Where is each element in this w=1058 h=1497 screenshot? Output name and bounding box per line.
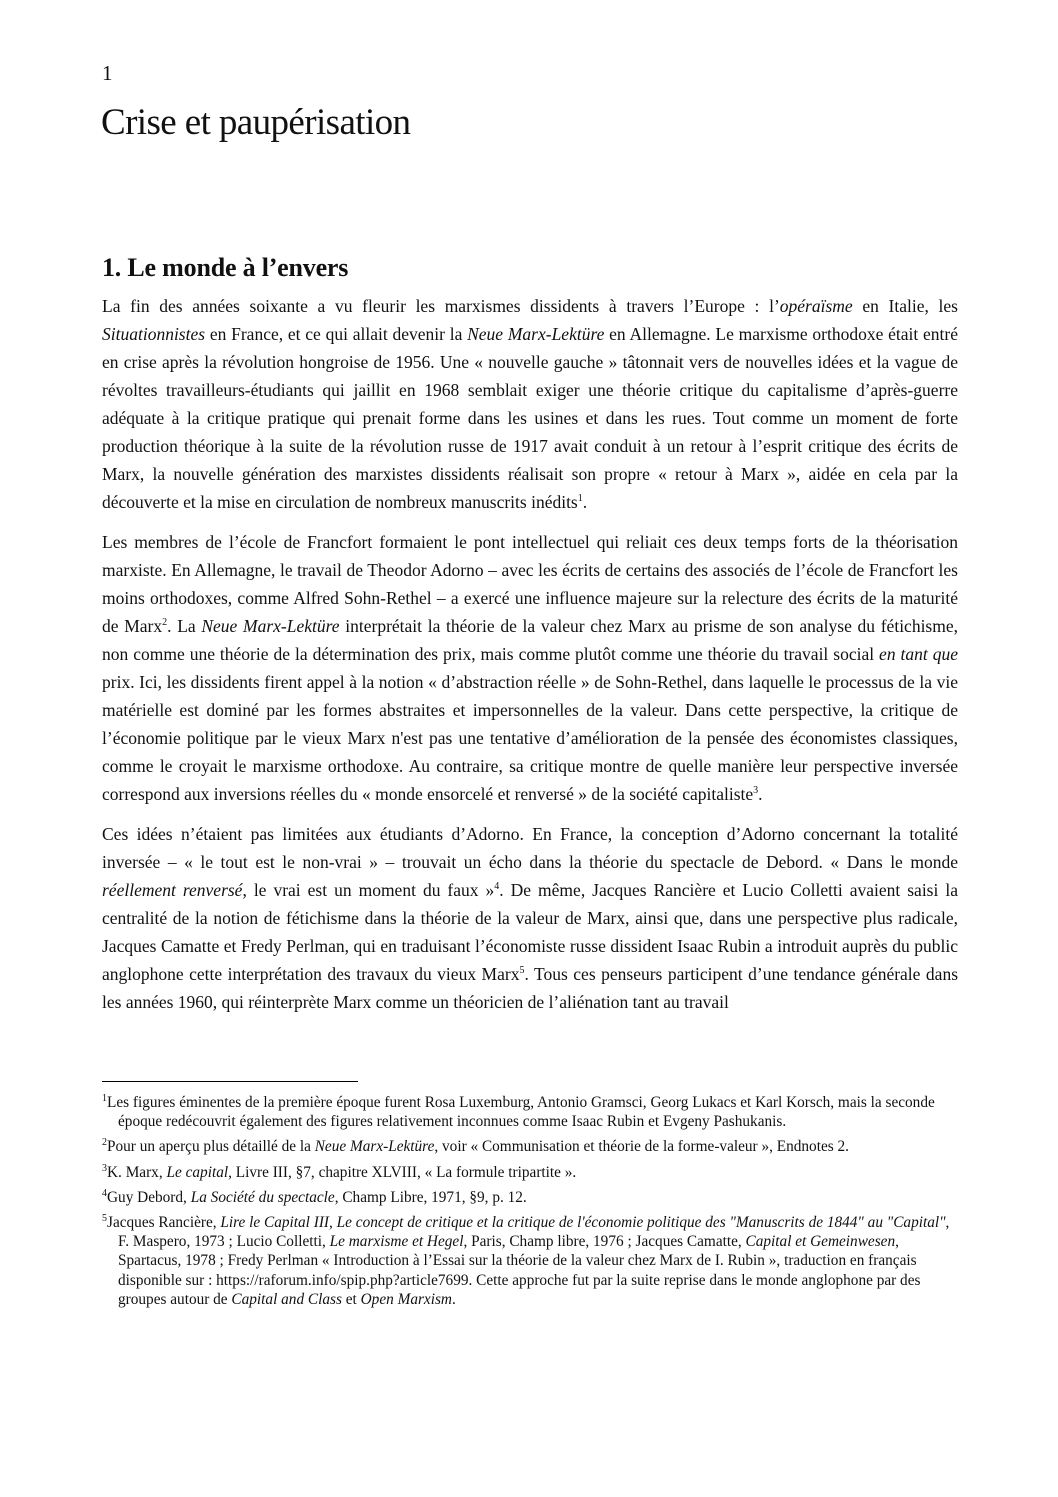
footnote-mark: 1: [102, 1092, 107, 1104]
footnote-ref-1[interactable]: 1: [577, 493, 583, 505]
footnote-separator: [102, 1081, 358, 1082]
footnote-ref-5[interactable]: 5: [519, 965, 525, 977]
body-text: [102, 292, 958, 1028]
footnote-mark: 3: [102, 1162, 107, 1174]
footnote-ref-2[interactable]: 2: [162, 617, 168, 629]
footnote-5: $^5$Jacques Rancière, Lire le Capital III, Le concept de critique et la critique de l'économie politique des "Manuscrits de 1844" au "Capital", F. Maspero, 1973 ; Lucio Colletti, Le marxisme et Hegel, Paris, Champ libre, 1976 ; Jacques Camatte, Capital et Gemeinwesen, Spartacus, 1978 ; Fredy Perlman « Introduction à l’Essai sur la théorie de la valeur chez Marx de I. Rubin », traduction en français disponible sur : https://raforum.info/spip.php?article7699. Cette approche fut par la suite reprise dans le monde anglophone par des groupes autour de Capital and Class et Open Marxism.: [102, 1212, 950, 1308]
paragraph-1: La fin des années soixante a vu fleurir les marxismes dissidents à travers l’Europe : l’opéraïsme en Italie, les Situationnistes en France, et ce qui allait devenir la Neue Marx-Lektüre en Allemagne. Le marxisme orthodoxe était entré en crise après la révolution hongroise de 1956. Une « nouvelle gauche » tâtonnait vers de nouvelles idées et la vague de révoltes travailleurs-étudiants qui jaillit en 1968 semblait exiger une théorie critique du capitalisme d’après-guerre adéquate à la critique pratique qui prenait forme dans les usines et dans les rues. Tout comme un moment de forte production théorique à la suite de la révolution russe de 1917 avait conduit à un retour à l’esprit critique des écrits de Marx, la nouvelle génération des marxistes dissidents réalisait son propre « retour à Marx », aidée en cela par la découverte et la mise en circulation de nombreux manuscrits inédits$^1$.: [102, 296, 958, 512]
footnote-ref-3[interactable]: 3: [753, 785, 759, 797]
section-title: 1. Le monde à l’envers: [102, 253, 349, 282]
footnote-3: $^3$K. Marx, Le capital, Livre III, §7, chapitre XLVIII, « La formule tripartite ».: [102, 1162, 577, 1181]
footnote-2: $^2$Pour un aperçu plus détaillé de la Neue Marx-Lektüre, voir « Communisation et théorie de la forme-valeur », Endnotes 2.: [102, 1137, 849, 1156]
paragraph-2: Les membres de l’école de Francfort formaient le pont intellectuel qui reliait ces deux temps forts de la théorisation marxiste. En Allemagne, le travail de Theodor Adorno – avec les écrits de certains des associés de l’école de Francfort les moins orthodoxes, comme Alfred Sohn-Rethel – a exercé une influence majeure sur la relecture des écrits de la maturité de Marx$^2$. La Neue Marx-Lektüre interprétait la théorie de la valeur chez Marx au prisme de son analyse du fétichisme, non comme une théorie de la détermination des prix, mais comme plutôt comme une théorie du travail social en tant que prix. Ici, les dissidents firent appel à la notion « d’abstraction réelle » de Sohn-Rethel, dans laquelle le processus de la vie matérielle est dominé par les formes abstraites et impersonnelles de la valeur. Dans cette perspective, la critique de l’économie politique par le vieux Marx n'est pas une tentative d’amélioration de la pensée des économistes classiques, comme le croyait le marxisme orthodoxe. Au contraire, sa critique montre de quelle manière leur perspective inversée correspond aux inversions réelles du « monde ensorcelé et renversé » de la société capitaliste$^3$.: [102, 532, 958, 804]
footnote-mark: 4: [102, 1187, 107, 1199]
paragraph-3: Ces idées n’étaient pas limitées aux étudiants d’Adorno. En France, la conception d’Adorno concernant la totalité inversée – « le tout est le non-vrai » – trouvait un écho dans la théorie du spectacle de Debord. « Dans le monde réellement renversé, le vrai est un moment du faux »$^4$. De même, Jacques Rancière et Lucio Colletti avaient saisi la centralité de la notion de fétichisme dans la théorie de la valeur de Marx, ainsi que, dans une perspective plus radicale, Jacques Camatte et Fredy Perlman, qui en traduisant l’économiste russe dissident Isaac Rubin a introduit auprès du public anglophone cette interprétation des travaux du vieux Marx$^5$. Tous ces penseurs participent d’une tendance générale dans les années 1960, qui réinterprète Marx comme un théoricien de l’aliénation tant au travail: [102, 824, 958, 1012]
footnote-ref-4[interactable]: 4: [494, 881, 500, 893]
chapter-title: Crise et paupérisation: [101, 102, 411, 143]
footnotes: [102, 1093, 958, 1315]
footnote-1: $^1$Les figures éminentes de la première époque furent Rosa Luxemburg, Antonio Gramsci, Georg Lukacs et Karl Korsch, mais la seconde époque redécouvrit également des figures relativement inconnues comme Isaac Rubin et Evgeny Pashukanis.: [102, 1092, 935, 1131]
chapter-number: 1: [102, 61, 113, 85]
footnote-4: $^4$Guy Debord, La Société du spectacle, Champ Libre, 1971, §9, p. 12.: [102, 1187, 527, 1206]
footnote-mark: 2: [102, 1137, 107, 1149]
footnote-mark: 5: [102, 1212, 107, 1224]
